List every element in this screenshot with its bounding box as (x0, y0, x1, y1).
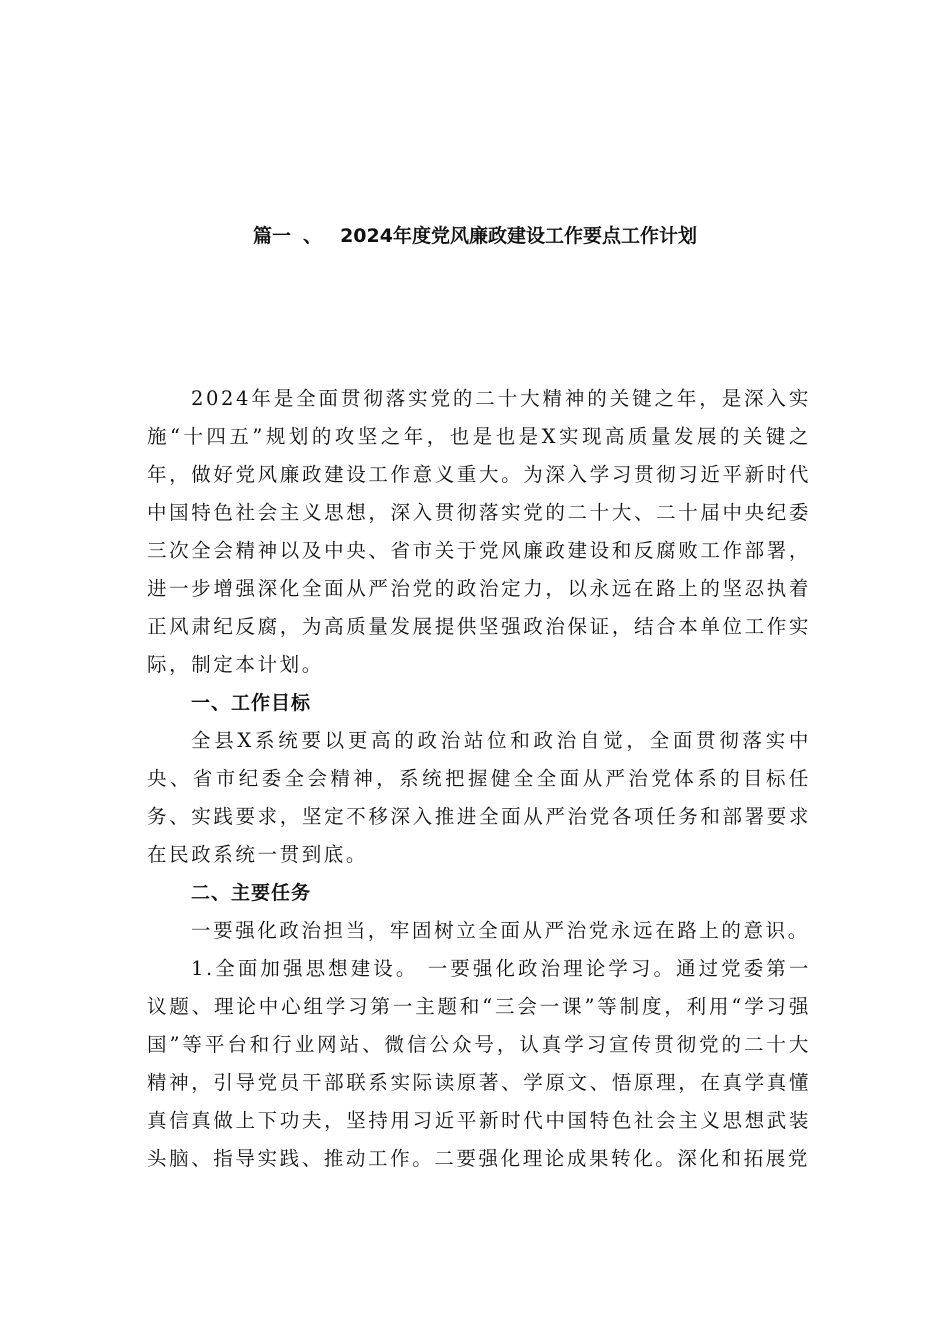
tasks-lead-paragraph: 一要强化政治担当，牢固树立全面从严治党永远在路上的意识。 (191, 919, 810, 942)
section-heading-goals: 一、工作目标 (191, 692, 312, 714)
document-body (147, 380, 811, 1178)
title-main: 2024年度党风廉政建设工作要点工作计划 (340, 225, 697, 247)
intro-paragraph: 2024年是全面贯彻落实党的二十大精神的关键之年，是深入实施“十四五”规划的攻坚之年，也是也是X实现高质量发展的关键之年，做好党风廉政建设工作意义重大。为深入学习贯彻习近平新时代中国特色社会主义思想，深入贯彻落实党的二十大、二十届中央纪委三次全会精神以及中央、省市关于党风廉政建设和反腐败工作部署，进一步增强深化全面从严治党的政治定力，以永远在路上的坚忍执着正风肃纪反腐，为高质量发展提供坚强政治保证，结合本单位工作实际，制定本计划。 (147, 387, 811, 676)
title-prefix: 篇一 (253, 225, 292, 247)
tasks-item-1-paragraph: 1.全面加强思想建设。 一要强化政治理论学习。通过党委第一议题、理论中心组学习第一主题和“三会一课”等制度，利用“学习强国”等平台和行业网站、微信公众号，认真学习宣传贯彻党的二十大精神，引导党员干部联系实际读原著、学原文、悟原理，在真学真懂真信真做上下功夫，坚持用习近平新时代中国特色社会主义思想武装头脑、指导实践、推动工作。二要强化理论成果转化。深化和拓展党 (147, 957, 811, 1170)
title-separator: 、 (303, 225, 323, 247)
goals-paragraph: 全县X系统要以更高的政治站位和政治自觉，全面贯彻落实中央、省市纪委全会精神，系统把握健全全面从严治党体系的目标任务、实践要求，坚定不移深入推进全面从严治党各项任务和部署要求在民政系统一贯到底。 (147, 729, 811, 866)
document-title (0, 222, 950, 250)
section-heading-tasks: 二、主要任务 (191, 882, 312, 904)
